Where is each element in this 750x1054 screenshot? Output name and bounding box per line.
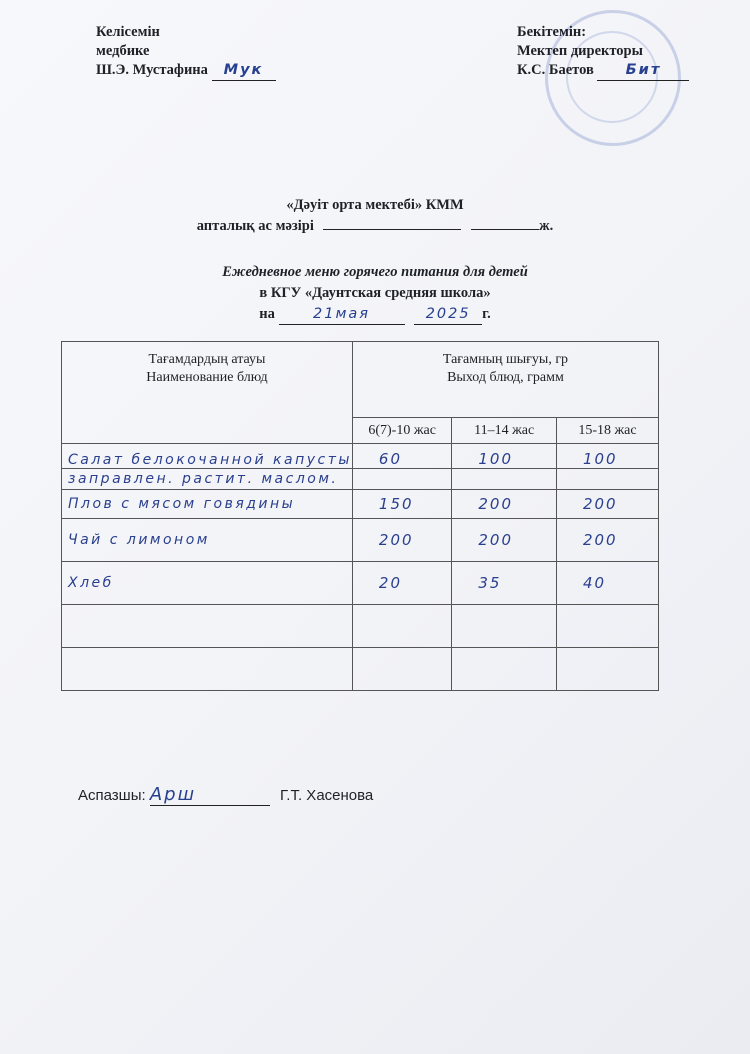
header-yield xyxy=(352,342,658,418)
header-yield-kz: Тағамның шығуы, гр xyxy=(442,352,569,367)
header-dish-name-ru: Наименование блюд xyxy=(146,370,268,385)
value-15-18: 100 xyxy=(556,444,658,469)
value-11-14: 35 xyxy=(452,562,557,605)
table-row xyxy=(62,519,659,562)
dish-name xyxy=(62,605,353,648)
approval-right-line2: Мектеп директоры xyxy=(517,43,643,59)
cook-label: Аспазшы: xyxy=(78,787,146,804)
table-row xyxy=(62,469,659,490)
value-11-14: 200 xyxy=(452,519,557,562)
blank-line-2 xyxy=(471,229,539,230)
dish-name: Плов с мясом говядины xyxy=(62,490,353,519)
approval-left xyxy=(96,23,276,81)
dish-name: Салат белокочанной капусты xyxy=(62,444,353,469)
approval-right-line1: Бекітемін: xyxy=(517,24,587,40)
table-header-row xyxy=(62,342,659,418)
signature-line-left xyxy=(212,61,276,81)
age-group-3: 15-18 жас xyxy=(556,418,658,444)
cook-name: Г.Т. Хасенова xyxy=(280,787,374,804)
header-dish-name xyxy=(62,342,353,444)
date-suffix: г. xyxy=(482,306,491,322)
value-15-18: 40 xyxy=(556,562,658,605)
dish-name: заправлен. растит. маслом. xyxy=(62,469,353,490)
dish-name xyxy=(62,648,353,691)
date-year: 2025 xyxy=(425,306,471,322)
menu-title-ru: Ежедневное меню горячего питания для детей xyxy=(222,264,528,280)
value-6-10: 150 xyxy=(352,490,451,519)
approval-left-line1: Келісемін xyxy=(96,24,160,40)
table-row xyxy=(62,648,659,691)
header-dish-name-kz: Тағамдардың атауы xyxy=(148,352,266,367)
year-suffix-kz: ж. xyxy=(539,218,554,234)
date-year-line xyxy=(414,305,482,325)
value-15-18 xyxy=(556,648,658,691)
date-day: 21мая xyxy=(313,306,371,322)
cook-signature-block xyxy=(78,784,373,806)
value-11-14: 100 xyxy=(452,444,557,469)
approval-left-name: Ш.Э. Мустафина xyxy=(96,62,208,78)
dish-name: Чай с лимоном xyxy=(62,519,353,562)
signature-nurse: Мук xyxy=(223,62,264,78)
table-row xyxy=(62,444,659,469)
approval-right xyxy=(517,23,689,81)
value-11-14 xyxy=(452,605,557,648)
value-11-14 xyxy=(452,469,557,490)
approval-right-name: К.С. Баетов xyxy=(517,62,594,78)
date-prefix: на xyxy=(259,306,275,322)
value-6-10: 20 xyxy=(352,562,451,605)
age-group-1: 6(7)-10 жас xyxy=(352,418,451,444)
table-row xyxy=(62,605,659,648)
value-15-18: 200 xyxy=(556,519,658,562)
blank-line-1 xyxy=(323,229,461,230)
value-6-10 xyxy=(352,648,451,691)
value-15-18 xyxy=(556,469,658,490)
org-title-ru: в КГУ «Даунтская средняя школа» xyxy=(259,285,491,301)
value-11-14: 200 xyxy=(452,490,557,519)
signature-director: Бит xyxy=(625,62,662,78)
value-6-10: 200 xyxy=(352,519,451,562)
org-title-kz: «Дәуіт орта мектебі» КММ xyxy=(286,197,464,213)
value-15-18: 200 xyxy=(556,490,658,519)
value-6-10: 60 xyxy=(352,444,451,469)
menu-label-kz: апталық ас мәзірі xyxy=(196,218,314,234)
menu-table xyxy=(61,341,659,691)
menu-title-kz xyxy=(0,217,750,236)
header-yield-ru: Выход блюд, грамм xyxy=(447,370,564,385)
value-6-10 xyxy=(352,605,451,648)
signature-cook: Арш xyxy=(149,784,197,805)
value-6-10 xyxy=(352,469,451,490)
menu-date xyxy=(0,305,750,325)
table-row xyxy=(62,562,659,605)
approval-left-line2: медбике xyxy=(96,43,150,59)
dish-name: Хлеб xyxy=(62,562,353,605)
signature-line-right xyxy=(597,61,689,81)
date-day-line xyxy=(279,305,405,325)
value-15-18 xyxy=(556,605,658,648)
table-row xyxy=(62,490,659,519)
age-group-2: 11–14 жас xyxy=(452,418,557,444)
cook-signature-line xyxy=(150,784,270,806)
value-11-14 xyxy=(452,648,557,691)
